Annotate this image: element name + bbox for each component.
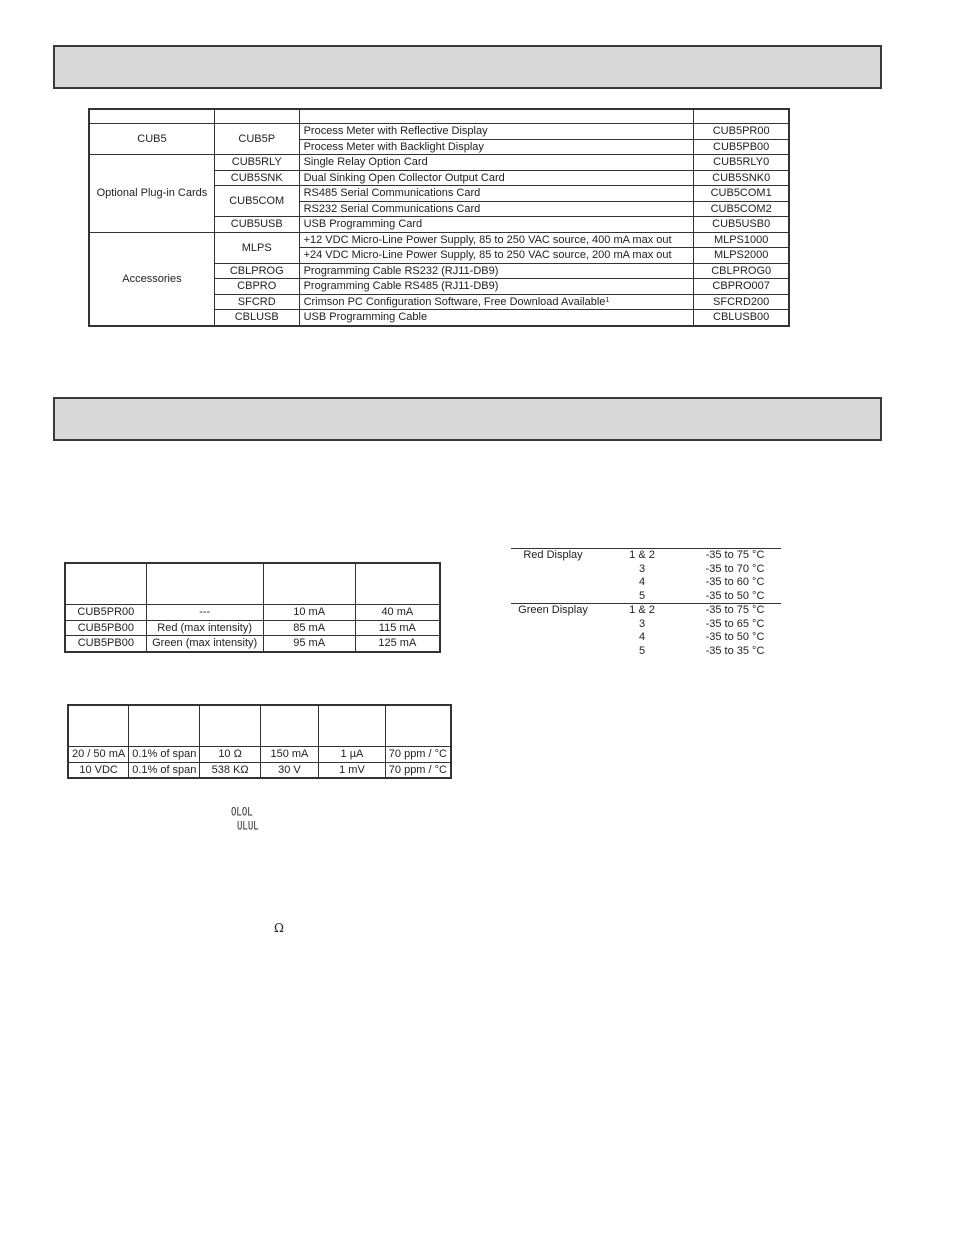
part-number-cell: CUB5PR00 [694, 124, 789, 140]
table-cell: Green (max intensity) [146, 636, 263, 652]
code-cell: CBLPROG [214, 263, 299, 279]
description-cell: Process Meter with Reflective Display [299, 124, 694, 140]
description-cell: Dual Sinking Open Collector Output Card [299, 170, 694, 186]
display-type-cell [511, 645, 595, 659]
part-number-cell: CUB5USB0 [694, 217, 789, 233]
table-row [89, 124, 789, 140]
operating-temperature-table [511, 548, 781, 658]
table-header-row [65, 563, 440, 605]
part-number-cell: CUB5COM2 [694, 201, 789, 217]
description-cell: USB Programming Cable [299, 310, 694, 326]
display-type-cell: Green Display [511, 604, 595, 618]
table-cell: 85 mA [263, 620, 355, 636]
cards-installed-cell: 5 [638, 589, 646, 602]
temperature-range-cell: -35 to 70 °C [705, 562, 765, 575]
table-cell: 115 mA [355, 620, 440, 636]
table-row [511, 549, 781, 563]
cards-installed-cell: 3 [638, 562, 646, 575]
part-number-cell: SFCRD200 [694, 294, 789, 310]
part-number-cell: CBPRO007 [694, 279, 789, 295]
table-row [68, 747, 451, 763]
part-number-cell: CUB5SNK0 [694, 170, 789, 186]
table-cell: 0.1% of span [129, 762, 200, 778]
cards-installed-cell: 4 [638, 631, 646, 643]
table-header-row [89, 109, 789, 124]
cards-installed-cell: 3 [638, 617, 646, 630]
table-cell: 10 VDC [68, 762, 129, 778]
part-number-cell: CUB5PB00 [694, 139, 789, 155]
table-cell: 1 mV [319, 762, 386, 778]
table-row [511, 563, 781, 577]
table-cell: 10 mA [263, 605, 355, 621]
description-cell: RS485 Serial Communications Card [299, 186, 694, 202]
part-number-cell: MLPS2000 [694, 248, 789, 264]
table-cell: --- [146, 605, 263, 621]
table-cell: 40 mA [355, 605, 440, 621]
cards-installed-cell: 5 [638, 644, 646, 657]
temperature-range-cell: -35 to 75 °C [689, 604, 781, 618]
table-cell: 70 ppm / °C [385, 747, 451, 763]
table-cell: 30 V [260, 762, 318, 778]
part-number-cell: CBLUSB00 [694, 310, 789, 326]
model-cell: CUB5 [89, 124, 214, 155]
display-type-cell [511, 618, 595, 632]
table-row [65, 605, 440, 621]
part-number-cell: MLPS1000 [694, 232, 789, 248]
part-number-cell: CBLPROG0 [694, 263, 789, 279]
code-cell: CBLUSB [214, 310, 299, 326]
table-cell: 1 µA [319, 747, 386, 763]
temperature-range-cell: -35 to 50 °C [705, 631, 765, 643]
description-cell: Programming Cable RS232 (RJ11-DB9) [299, 263, 694, 279]
code-cell: SFCRD [214, 294, 299, 310]
table-cell: 95 mA [263, 636, 355, 652]
overrange-display-glyph: OLOL [231, 806, 253, 820]
table-cell: 70 ppm / °C [385, 762, 451, 778]
display-type-cell: Red Display [523, 549, 583, 561]
temperature-range-cell: -35 to 75 °C [705, 549, 765, 561]
table-row [68, 762, 451, 778]
display-type-cell [511, 563, 595, 577]
table-cell: 0.1% of span [129, 747, 200, 763]
description-cell: RS232 Serial Communications Card [299, 201, 694, 217]
part-number-cell: CUB5COM1 [694, 186, 789, 202]
cards-installed-cell: 4 [638, 576, 646, 588]
table-cell: 125 mA [355, 636, 440, 652]
temperature-range-cell: -35 to 35 °C [705, 644, 765, 657]
underrange-display-glyph: ULUL [237, 820, 259, 834]
table-cell: 538 KΩ [200, 762, 260, 778]
table-row [511, 631, 781, 645]
code-cell: CUB5P [214, 124, 299, 155]
code-cell: MLPS [214, 232, 299, 263]
table-header-row [68, 705, 451, 747]
description-cell: Single Relay Option Card [299, 155, 694, 171]
table-cell: 150 mA [260, 747, 318, 763]
table-row [511, 590, 781, 604]
code-cell: CUB5RLY [214, 155, 299, 171]
table-row [511, 645, 781, 659]
table-row [511, 604, 781, 618]
temperature-range-cell: -35 to 65 °C [705, 617, 765, 630]
temperature-range-cell: -35 to 60 °C [705, 576, 765, 588]
code-cell: CUB5SNK [214, 170, 299, 186]
section-header-bar-ordering [53, 45, 882, 89]
display-type-cell [511, 631, 595, 645]
model-cell: Accessories [89, 232, 214, 326]
footnote-mark: 1 [605, 296, 610, 304]
description-cell [299, 294, 694, 310]
table-cell: CUB5PB00 [65, 620, 146, 636]
code-cell: CUB5COM [214, 186, 299, 217]
code-cell: CBPRO [214, 279, 299, 295]
cards-installed-cell: 1 & 2 [595, 604, 689, 618]
table-row [65, 620, 440, 636]
table-row [89, 232, 789, 248]
table-row [511, 576, 781, 590]
description-cell: Process Meter with Backlight Display [299, 139, 694, 155]
input-range-table [67, 704, 452, 779]
model-cell: Optional Plug-in Cards [89, 155, 214, 233]
part-number-cell: CUB5RLY0 [694, 155, 789, 171]
ordering-information-table [88, 108, 790, 327]
description-cell: USB Programming Card [299, 217, 694, 233]
display-type-cell [511, 590, 595, 604]
description-cell: Programming Cable RS485 (RJ11-DB9) [299, 279, 694, 295]
code-cell: CUB5USB [214, 217, 299, 233]
temperature-range-cell: -35 to 50 °C [705, 589, 765, 602]
table-cell: CUB5PR00 [65, 605, 146, 621]
table-row [511, 618, 781, 632]
table-row [65, 636, 440, 652]
description-text: Crimson PC Configuration Software, Free Download Available [303, 295, 606, 308]
table-row [89, 155, 789, 171]
table-cell: 10 Ω [200, 747, 260, 763]
omega-symbol: Ω [274, 921, 284, 935]
section-header-bar-specifications [53, 397, 882, 441]
table-cell: CUB5PB00 [65, 636, 146, 652]
description-cell: +12 VDC Micro-Line Power Supply, 85 to 250 VAC source, 400 mA max out [299, 232, 694, 248]
table-cell: 20 / 50 mA [68, 747, 129, 763]
description-cell: +24 VDC Micro-Line Power Supply, 85 to 250 VAC source, 200 mA max out [299, 248, 694, 264]
table-cell: Red (max intensity) [146, 620, 263, 636]
display-type-cell [511, 576, 595, 590]
cards-installed-cell: 1 & 2 [629, 549, 655, 561]
supply-current-table [64, 562, 441, 653]
